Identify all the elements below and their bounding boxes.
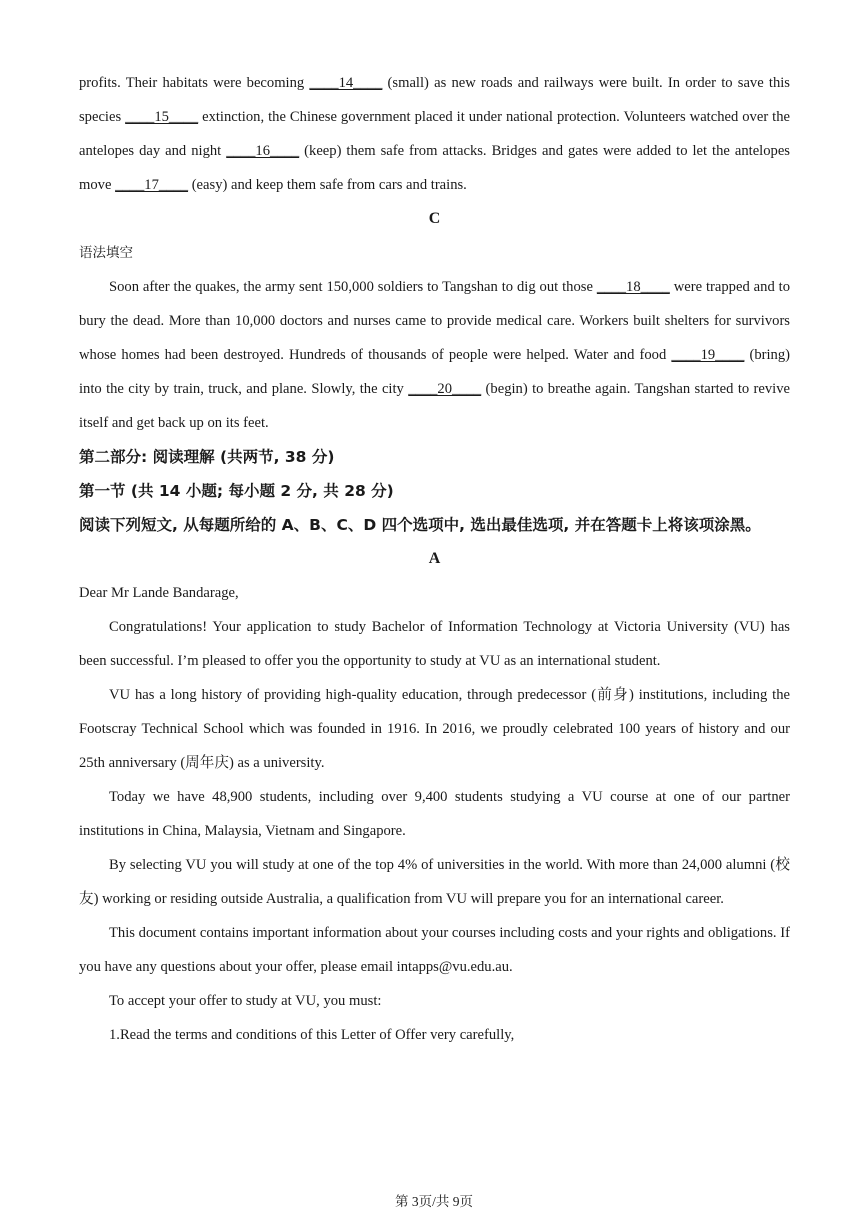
blank-17: ____17____ <box>115 177 189 193</box>
blank-15: ____15____ <box>125 109 199 125</box>
section-c-paragraph: Soon after the quakes, the army sent 150,000 soldiers to Tangshan to dig out those ____18____ were trapped and to bury the dead. More than 10,000 doctors and nurses came to provide medical care. Workers built shelters for survivors whose homes had been destroyed. Hundreds of thousands of people were helped. Water and food ____19____ (bring) into the city by train, truck, and plane. Slowly, the city ____20____ (begin) to breathe again. Tangshan started to revive itself and get back up on its feet. <box>79 279 791 431</box>
letter-paragraph-5: This document contains important information about your courses including costs and your rights and obligations. If you have any questions about your offer, please email intapps@vu.edu.au. <box>79 925 790 975</box>
letter-paragraph-3: Today we have 48,900 students, including over 9,400 students studying a VU course at one of our partner institutions in China, Malaysia, Vietnam and Singapore. <box>79 789 790 839</box>
blank-16: ____16____ <box>226 143 300 159</box>
letter-paragraph-7: 1.Read the terms and conditions of this Letter of Offer very carefully, <box>109 1027 515 1043</box>
letter-salutation: Dear Mr Lande Bandarage, <box>79 585 239 601</box>
blank-19: ____19____ <box>671 347 745 363</box>
document-page <box>79 66 790 1052</box>
blank-20: ____20____ <box>408 381 482 397</box>
section-b-paragraph-tail: profits. Their habitats were becoming ____14____ (small) as new roads and railways were built. In order to save this species ____15____ extinction, the Chinese government placed it under national protection. Volunteers watched over the antelopes day and night ____16____ (keep) them safe from attacks. Bridges and gates were added to let the antelopes move ____17____ (easy) and keep them safe from cars and trains. <box>79 75 791 193</box>
letter-paragraph-1: Congratulations! Your application to study Bachelor of Information Technology at Victoria University (VU) has been successful. I’m pleased to offer you the opportunity to study at VU as an international student. <box>79 619 790 669</box>
letter-paragraph-4: By selecting VU you will study at one of the top 4% of universities in the world. With more than 24,000 alumni (校友) working or residing outside Australia, a qualification from VU will prepare you for an international career. <box>79 857 790 907</box>
blank-18: ____18____ <box>596 279 670 295</box>
blank-14: ____14____ <box>309 75 383 91</box>
page-number-footer: 第 3页/共 9页 <box>394 1194 473 1209</box>
part2-instruction: 阅读下列短文, 从每题所给的 A、B、C、D 四个选项中, 选出最佳选项, 并在答题卡上将该项涂黑。 <box>79 516 761 534</box>
passage-a-heading: A <box>428 550 441 567</box>
part2-title: 第二部分: 阅读理解 (共两节, 38 分) <box>79 448 335 466</box>
section-c-label: 语法填空 <box>79 245 133 261</box>
part2-section1-title: 第一节 (共 14 小题; 每小题 2 分, 共 28 分) <box>79 482 394 500</box>
letter-paragraph-6: To accept your offer to study at VU, you must: <box>109 993 382 1009</box>
letter-paragraph-2: VU has a long history of providing high-quality education, through predecessor (前身) institutions, including the Footscray Technical School which was founded in 1916. In 2016, we proudly celebrated 100 years of history and our 25th anniversary (周年庆) as a university. <box>79 687 790 771</box>
section-c-heading: C <box>428 210 441 227</box>
